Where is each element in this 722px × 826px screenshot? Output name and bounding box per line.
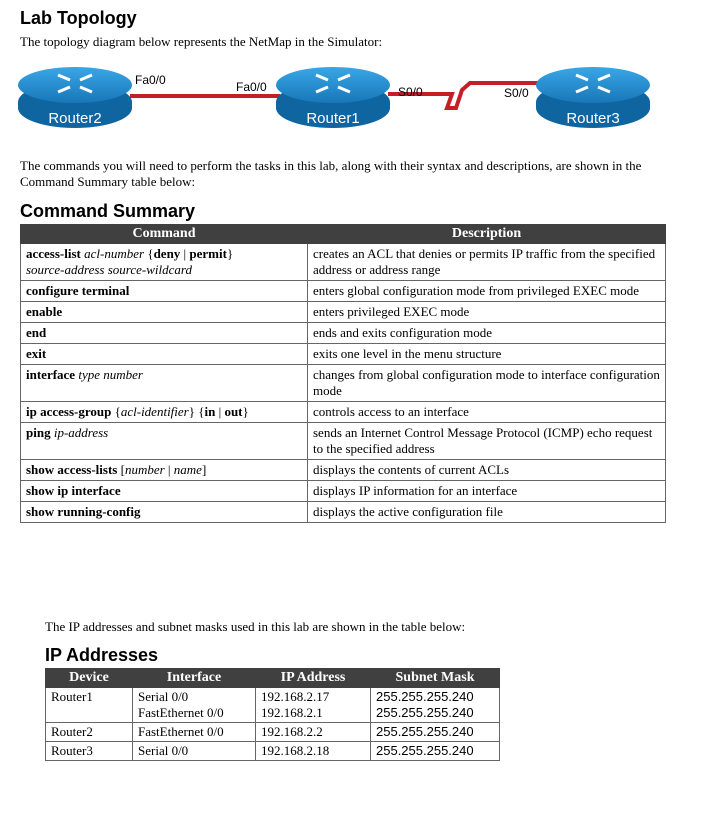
command-cell: show access-lists [number | name] xyxy=(21,460,308,481)
description-cell: enters global configuration mode from privileged EXEC mode xyxy=(308,281,666,302)
table-row xyxy=(21,344,666,365)
command-cell: interface type number xyxy=(21,365,308,402)
description-cell: sends an Internet Control Message Protocol (ICMP) echo request to the specified address xyxy=(308,423,666,460)
table-row xyxy=(21,460,666,481)
command-cell: ping ip-address xyxy=(21,423,308,460)
router2-label: Router2 xyxy=(48,110,102,127)
table-row xyxy=(21,323,666,344)
col-header-command: Command xyxy=(21,225,308,244)
command-cell: enable xyxy=(21,302,308,323)
table-row xyxy=(46,742,500,761)
command-cell: show running-config xyxy=(21,502,308,523)
table-header-row xyxy=(21,225,666,244)
col-header-ip-address: IP Address xyxy=(256,669,371,688)
table-header-row xyxy=(46,669,500,688)
command-cell: end xyxy=(21,323,308,344)
router1-label: Router1 xyxy=(306,110,360,127)
table-row xyxy=(21,481,666,502)
description-cell: displays IP information for an interface xyxy=(308,481,666,502)
device-cell: Router2 xyxy=(46,723,133,742)
table-row xyxy=(21,281,666,302)
topology-heading: Lab Topology xyxy=(20,8,137,28)
topology-diagram xyxy=(0,60,722,140)
description-cell: exits one level in the menu structure xyxy=(308,344,666,365)
description-cell: ends and exits configuration mode xyxy=(308,323,666,344)
description-cell: creates an ACL that denies or permits IP traffic from the specified address or address range xyxy=(308,244,666,281)
command-cell: show ip interface xyxy=(21,481,308,502)
table-row xyxy=(21,302,666,323)
table-row xyxy=(21,402,666,423)
port-label-r3-s: S0/0 xyxy=(504,86,529,100)
port-label-r2-fa: Fa0/0 xyxy=(135,73,166,87)
description-cell: changes from global configuration mode to interface configuration mode xyxy=(308,365,666,402)
router3-label: Router3 xyxy=(566,110,620,127)
port-label-r1-s: S0/0 xyxy=(398,85,423,99)
table-row xyxy=(21,244,666,281)
interface-cell: Serial 0/0 xyxy=(133,742,256,761)
interface-cell: Serial 0/0 FastEthernet 0/0 xyxy=(133,688,256,723)
command-cell: exit xyxy=(21,344,308,365)
ip-cell: 192.168.2.2 xyxy=(256,723,371,742)
table-row xyxy=(21,365,666,402)
intro-text: The topology diagram below represents the NetMap in the Simulator: xyxy=(20,34,383,49)
ip-addresses-table xyxy=(45,668,500,761)
commands-intro-text: The commands you will need to perform the tasks in this lab, along with their syntax and descriptions, are shown in the Command Summary table below: xyxy=(20,158,642,189)
description-cell: controls access to an interface xyxy=(308,402,666,423)
col-header-description: Description xyxy=(308,225,666,244)
description-cell: displays the active configuration file xyxy=(308,502,666,523)
interface-cell: FastEthernet 0/0 xyxy=(133,723,256,742)
port-label-r1-fa: Fa0/0 xyxy=(236,80,267,94)
col-header-interface: Interface xyxy=(133,669,256,688)
device-cell: Router1 xyxy=(46,688,133,723)
mask-cell: 255.255.255.240 xyxy=(371,742,500,761)
mask-cell: 255.255.255.240 xyxy=(371,723,500,742)
command-summary-table xyxy=(20,224,666,523)
command-summary-heading: Command Summary xyxy=(20,201,196,221)
command-cell: access-list acl-number {deny | permit} source-address source-wildcard xyxy=(21,244,308,281)
description-cell: enters privileged EXEC mode xyxy=(308,302,666,323)
col-header-subnet-mask: Subnet Mask xyxy=(371,669,500,688)
mask-cell: 255.255.255.240 255.255.255.240 xyxy=(371,688,500,723)
command-cell: configure terminal xyxy=(21,281,308,302)
table-row xyxy=(21,423,666,460)
col-header-device: Device xyxy=(46,669,133,688)
ip-cell: 192.168.2.17 192.168.2.1 xyxy=(256,688,371,723)
ip-intro-text: The IP addresses and subnet masks used in this lab are shown in the table below: xyxy=(45,619,466,634)
table-row xyxy=(46,688,500,723)
command-cell: ip access-group {acl-identifier} {in | out} xyxy=(21,402,308,423)
table-row xyxy=(46,723,500,742)
description-cell: displays the contents of current ACLs xyxy=(308,460,666,481)
ip-addresses-heading: IP Addresses xyxy=(45,645,159,665)
table-row xyxy=(21,502,666,523)
device-cell: Router3 xyxy=(46,742,133,761)
ip-cell: 192.168.2.18 xyxy=(256,742,371,761)
